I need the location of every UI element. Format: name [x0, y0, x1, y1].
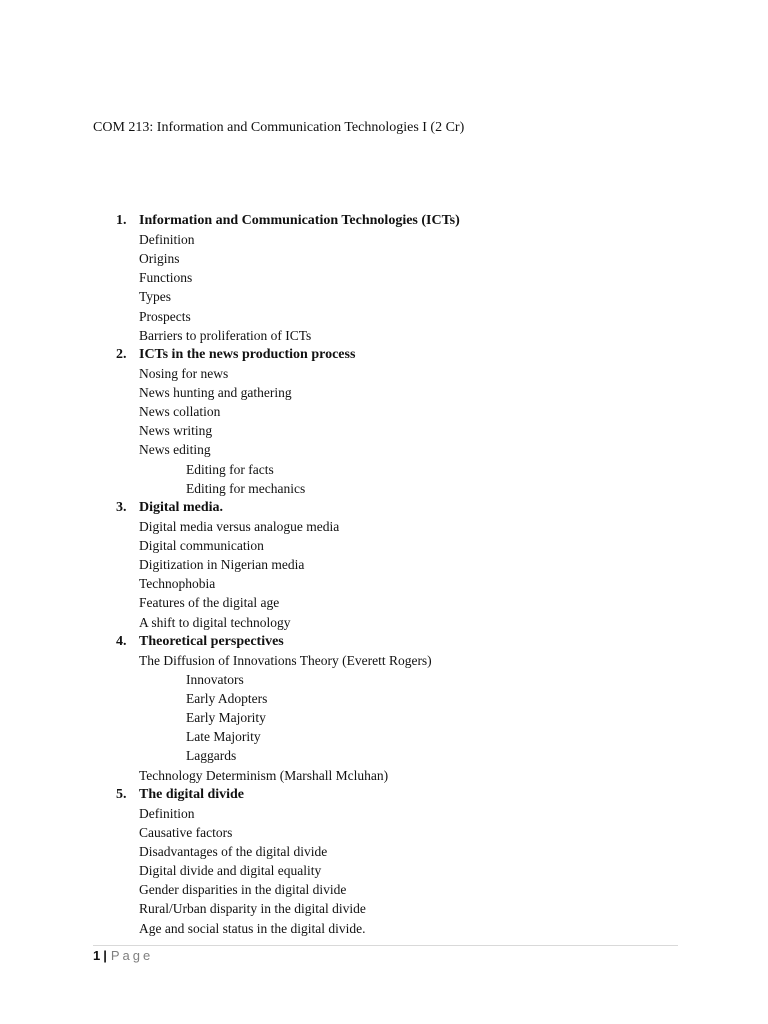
- topic-item: Digital communication: [139, 537, 264, 553]
- topic-item: Rural/Urban disparity in the digital divide: [139, 901, 366, 917]
- section-number: 3.: [116, 499, 127, 515]
- section-heading: [0, 498, 768, 517]
- page-footer: [93, 947, 153, 965]
- course-title: COM 213: Information and Communication Technologies I (2 Cr): [93, 120, 465, 135]
- topic-item: Technophobia: [139, 576, 216, 592]
- topic-item: The Diffusion of Innovations Theory (Everett Rogers): [139, 652, 432, 668]
- section-number: 4.: [116, 633, 127, 649]
- section-heading: [0, 345, 768, 364]
- topic-item: Digitization in Nigerian media: [139, 557, 305, 573]
- topic-item: Barriers to proliferation of ICTs: [139, 327, 312, 343]
- course-outline: [0, 211, 768, 938]
- topic-item: Digital divide and digital equality: [139, 863, 322, 879]
- section-number: 1.: [116, 213, 127, 228]
- topic-item: Definition: [139, 805, 195, 821]
- topic-item: Technology Determinism (Marshall Mcluhan): [139, 767, 389, 783]
- section-title: ICTs in the news production process: [139, 346, 356, 362]
- topic-item: News writing: [139, 423, 213, 439]
- section-heading: [0, 785, 768, 804]
- topic-item: Definition: [139, 232, 195, 247]
- topic-item: Age and social status in the digital divide.: [139, 920, 366, 936]
- section-heading: [0, 632, 768, 651]
- section-title: The digital divide: [139, 786, 245, 802]
- topic-item: Types: [139, 289, 172, 305]
- topic-item: Gender disparities in the digital divide: [139, 882, 347, 898]
- subtopic-item: Laggards: [186, 748, 237, 764]
- subtopic-item: Editing for facts: [186, 461, 274, 477]
- page-label: Page: [110, 948, 154, 963]
- subtopic-item: Early Majority: [186, 710, 266, 726]
- section-title: Information and Communication Technologies (ICTs): [139, 213, 460, 228]
- topic-item: Digital media versus analogue media: [139, 518, 340, 534]
- subtopic-item: Early Adopters: [186, 690, 268, 706]
- topic-item: Causative factors: [139, 824, 233, 840]
- footer-separator: |: [103, 948, 107, 963]
- section-title: Digital media.: [139, 499, 223, 515]
- section-heading: [0, 211, 768, 230]
- topic-item: Prospects: [139, 308, 191, 324]
- topic-item: News collation: [139, 404, 221, 420]
- topic-item: Features of the digital age: [139, 595, 280, 611]
- subtopic-item: Editing for mechanics: [186, 480, 306, 496]
- footer-divider: [93, 945, 678, 946]
- section-number: 5.: [116, 786, 127, 802]
- topic-item: News hunting and gathering: [139, 384, 292, 400]
- topic-item: A shift to digital technology: [139, 614, 291, 630]
- topic-item: Origins: [139, 251, 180, 267]
- topic-item: News editing: [139, 442, 211, 458]
- topic-item: Disadvantages of the digital divide: [139, 843, 328, 859]
- topic-item: Functions: [139, 270, 193, 286]
- subtopic-item: Late Majority: [186, 729, 261, 745]
- section-number: 2.: [116, 346, 127, 362]
- page-number: 1: [93, 948, 101, 963]
- subtopic-item: Innovators: [186, 671, 244, 687]
- section-title: Theoretical perspectives: [139, 633, 284, 649]
- topic-item: Nosing for news: [139, 365, 229, 381]
